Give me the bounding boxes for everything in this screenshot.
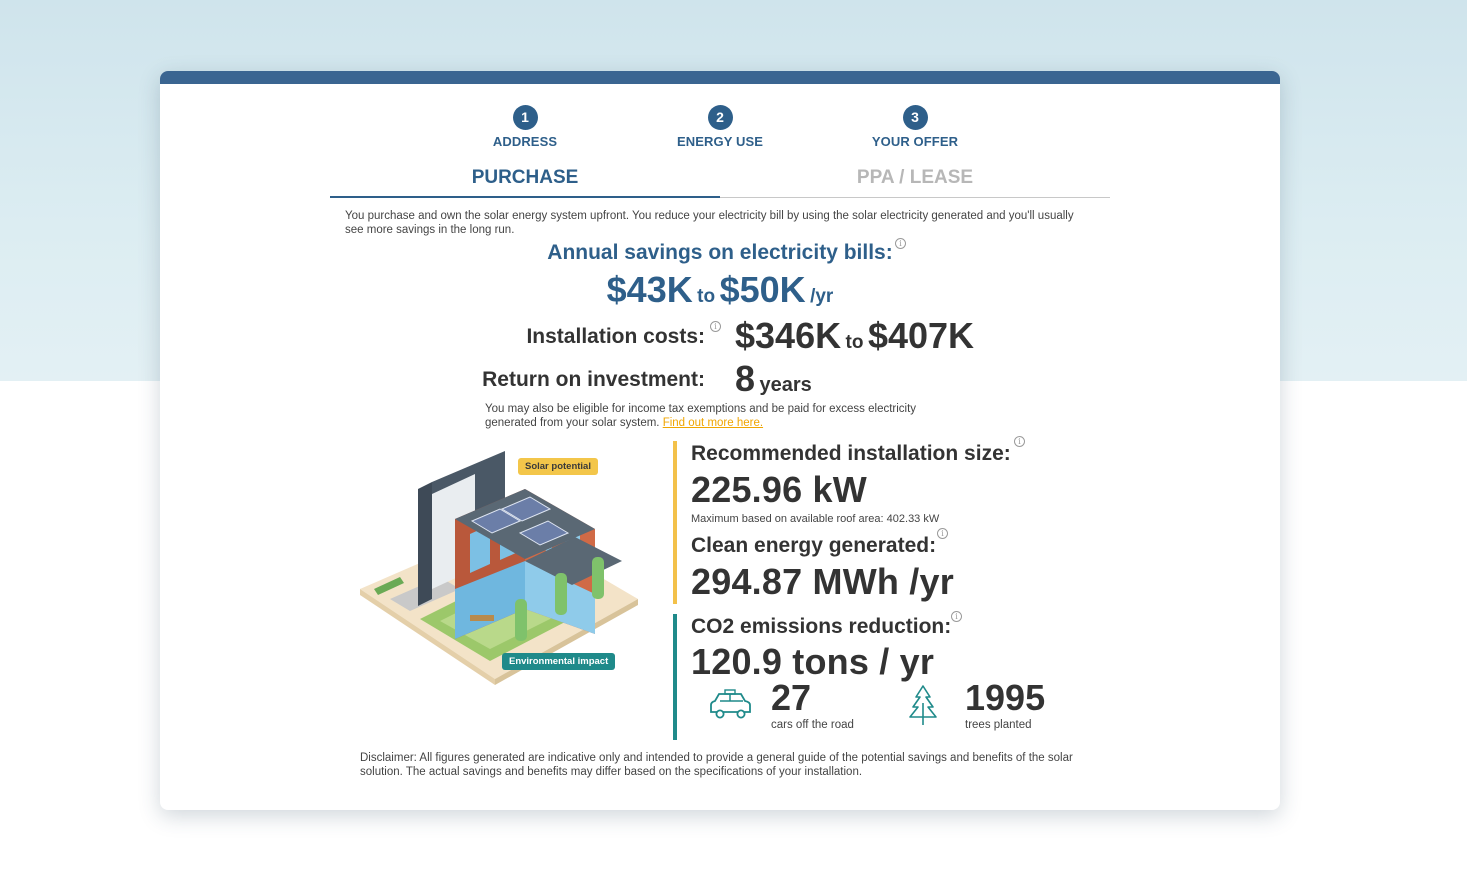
roi-label: Return on investment: (482, 368, 705, 391)
step-label: ENERGY USE (676, 134, 763, 149)
offer-tabs (330, 163, 1110, 198)
info-icon[interactable]: i (937, 528, 948, 539)
find-out-more-link[interactable]: Find out more here. (662, 417, 764, 429)
info-icon[interactable]: i (710, 321, 721, 332)
building-illustration (360, 449, 640, 689)
installation-costs-label: Installation costs: (526, 325, 705, 348)
co2-value: 120.9 tons / yr (691, 641, 935, 682)
step-energy-use[interactable] (640, 105, 800, 149)
solar-section-bar (673, 441, 677, 604)
savings-min: $43K (606, 269, 693, 310)
step-number: 3 (903, 105, 928, 130)
trees-label: trees planted (965, 719, 1032, 731)
step-address[interactable] (445, 105, 605, 149)
installation-size-value: 225.96 kW (691, 469, 867, 510)
cars-label: cars off the road (771, 719, 854, 731)
annual-savings-value (160, 269, 1280, 311)
results-card (160, 71, 1280, 810)
tax-note-text: You may also be eligible for income tax exemptions and be paid for excess electricity generated from your solar system. (485, 403, 917, 429)
solar-potential-tag: Solar potential (518, 458, 598, 475)
cost-max: $407K (867, 315, 975, 356)
tab-purchase[interactable]: PURCHASE (330, 163, 720, 198)
disclaimer: Disclaimer: All figures generated are indicative only and intended to provide a general guide of the potential savings and benefits of the solar solution. The actual savings and benefits may differ based on the specifications of your installation. (360, 752, 1073, 778)
trees-value: 1995 (965, 677, 1046, 718)
step-label: YOUR OFFER (871, 134, 959, 149)
installation-costs-value (735, 315, 974, 357)
tab-ppa-lease[interactable]: PPA / LEASE (856, 167, 974, 188)
roi-number: 8 (735, 358, 756, 399)
savings-unit: /yr (810, 286, 834, 307)
cars-value: 27 (771, 677, 812, 718)
card-top-bar (160, 71, 1280, 84)
info-icon[interactable]: i (1014, 436, 1025, 447)
tax-note (485, 402, 945, 430)
savings-connector: to (697, 286, 716, 307)
info-icon[interactable]: i (951, 611, 962, 622)
step-number: 1 (513, 105, 538, 130)
cost-connector: to (845, 332, 864, 353)
clean-energy-value: 294.87 MWh /yr (691, 561, 954, 602)
info-icon[interactable]: i (895, 238, 906, 249)
environment-section-bar (673, 614, 677, 740)
cost-min: $346K (735, 315, 842, 356)
annual-savings-title: Annual savings on electricity bills: (547, 241, 893, 264)
car-icon (707, 688, 753, 727)
step-your-offer[interactable] (835, 105, 995, 149)
step-number: 2 (708, 105, 733, 130)
environmental-impact-tag: Environmental impact (502, 653, 615, 670)
co2-title: CO2 emissions reduction: (691, 615, 952, 638)
clean-energy-title: Clean energy generated: (691, 534, 937, 557)
roi-value (735, 358, 812, 400)
savings-max: $50K (719, 269, 806, 310)
tree-icon (908, 683, 938, 732)
installation-size-title: Recommended installation size: (691, 442, 1011, 465)
purchase-description: You purchase and own the solar energy system upfront. You reduce your electricity bill by using the solar electricity generated and you'll usually see more savings in the long run. (345, 210, 1074, 236)
max-roof-area: Maximum based on available roof area: 402.33 kW (691, 513, 940, 525)
step-label: ADDRESS (492, 134, 558, 149)
roi-unit: years (759, 374, 812, 396)
